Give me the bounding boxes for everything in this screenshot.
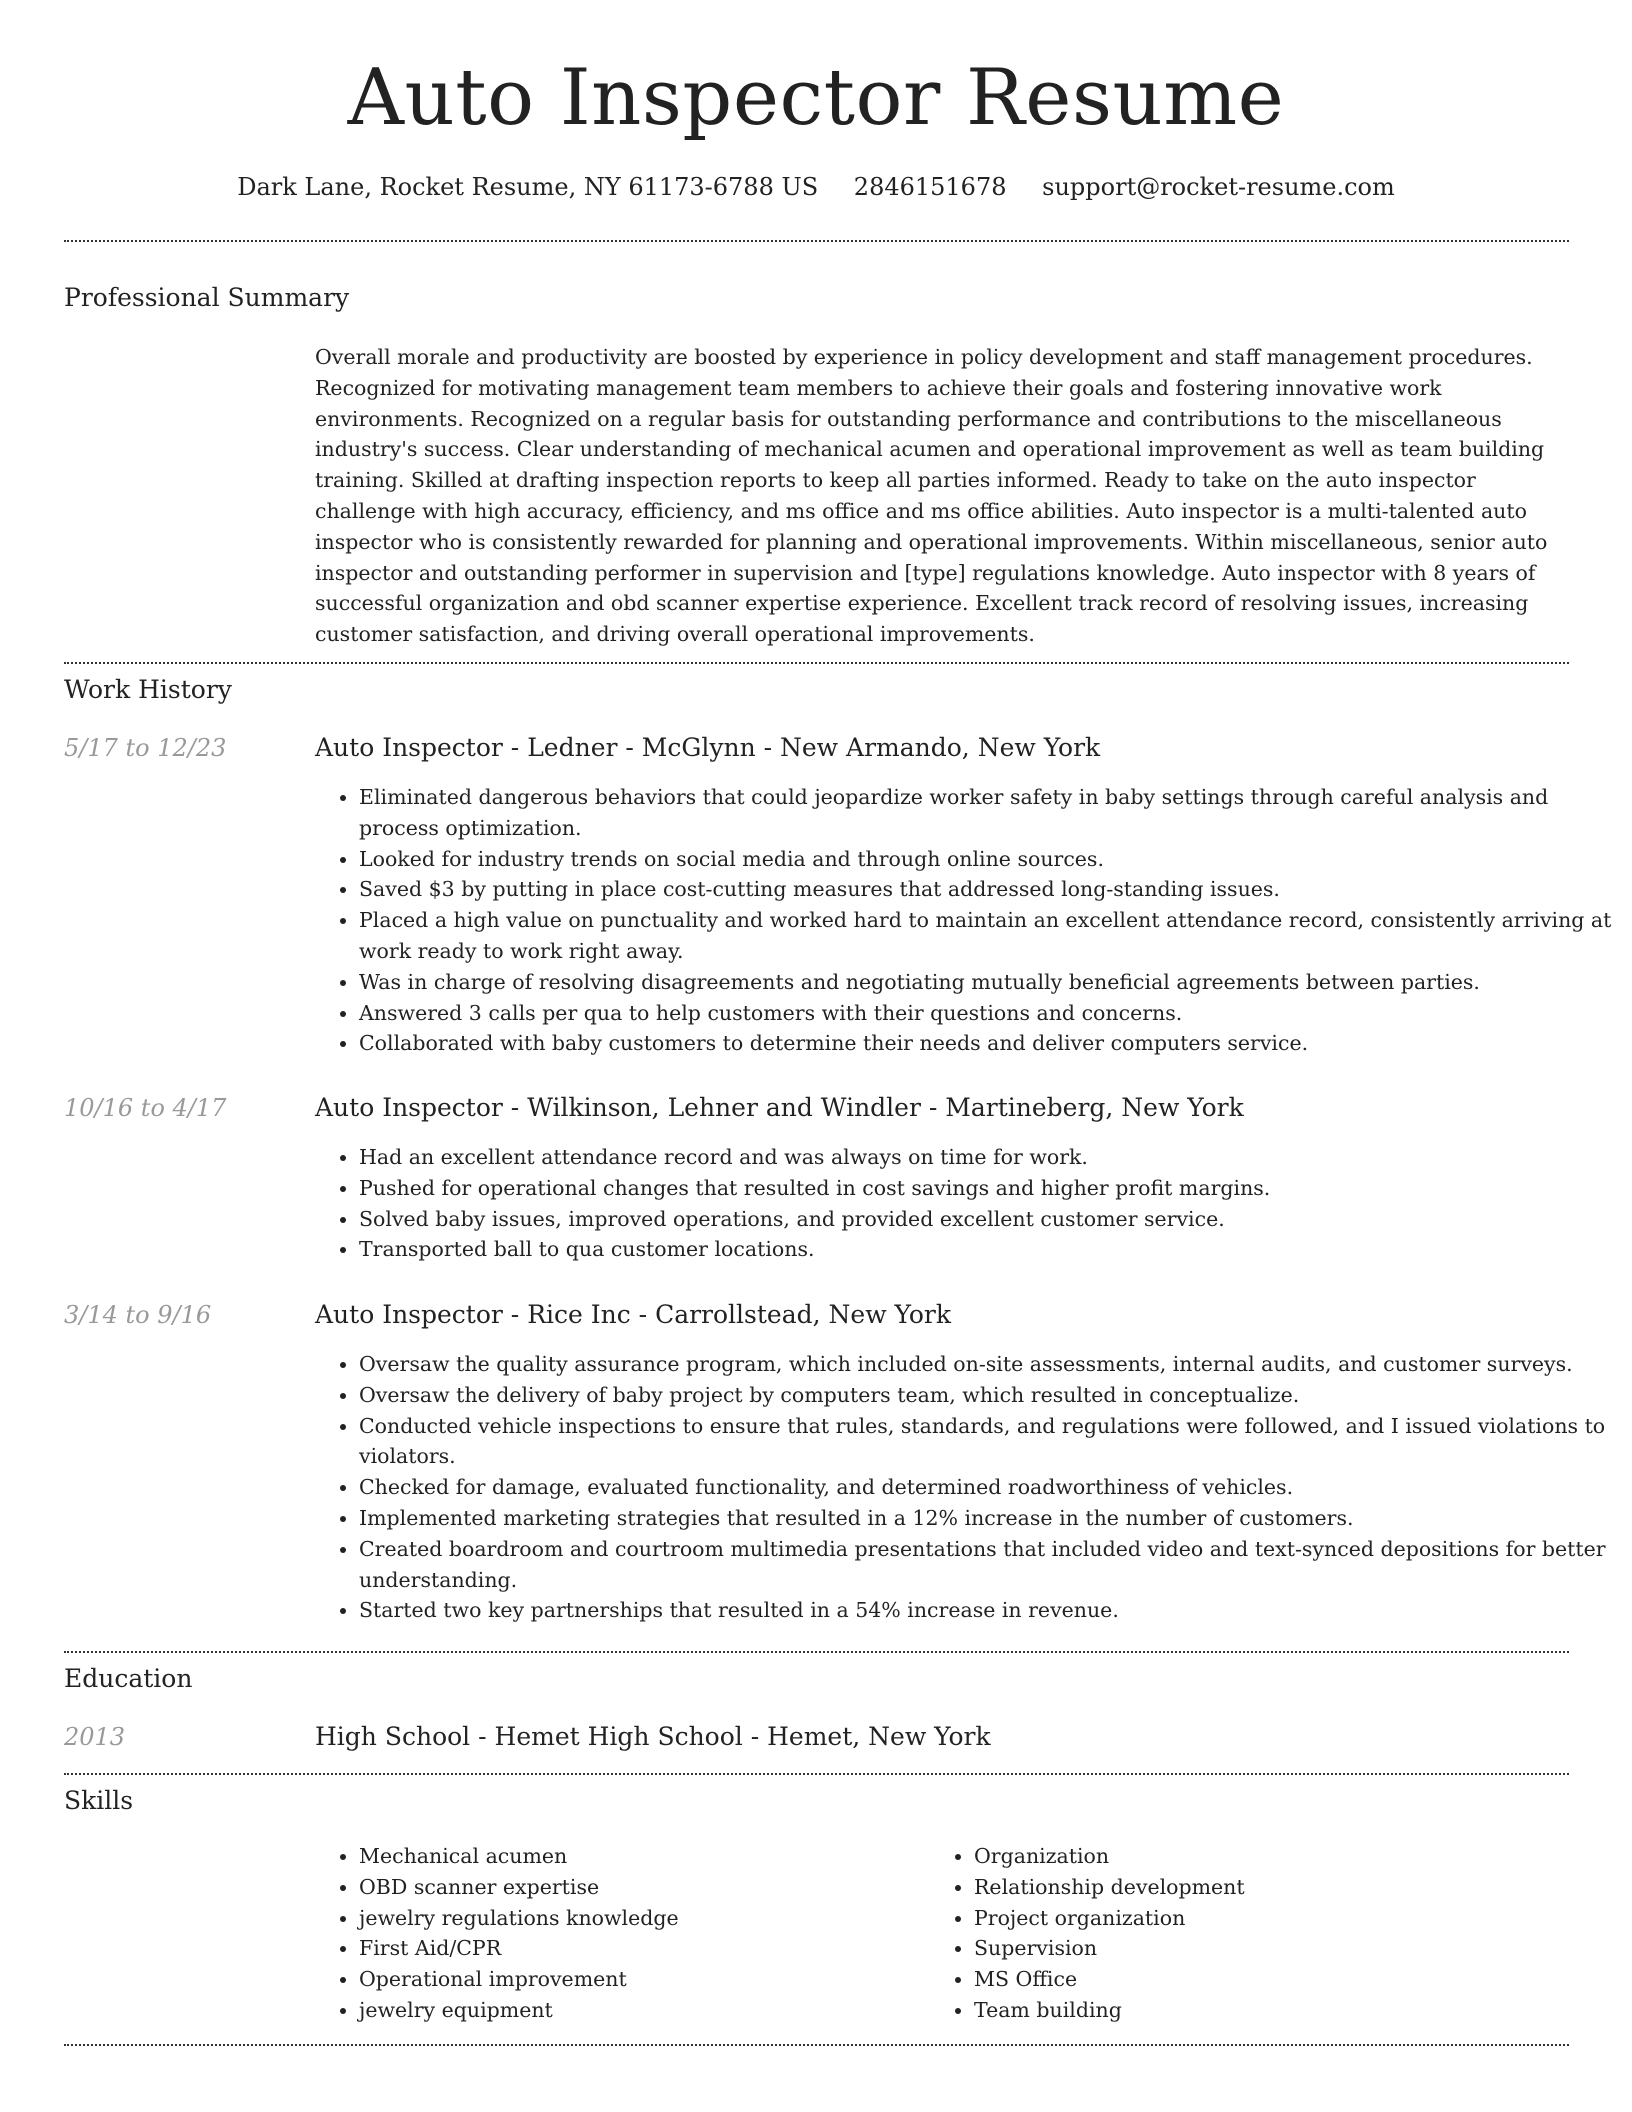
list-item: • Conducted vehicle inspections to ensure that rules, standards, and regulations were followed, and I issued violations to violators.	[359, 1411, 1615, 1473]
list-item: • Created boardroom and courtroom multimedia presentations that included video and text-synced depositions for better understanding.	[359, 1534, 1615, 1596]
job-3-dates: 3/14 to 9/16	[64, 1301, 212, 1329]
list-item: • Saved $3 by putting in place cost-cutting measures that addressed long-standing issues.	[359, 874, 1615, 905]
divider-work	[64, 1651, 1569, 1653]
contact-phone: 2846151678	[853, 173, 1007, 201]
job-3-bullets	[315, 1349, 1615, 1626]
list-item: • Implemented marketing strategies that resulted in a 12% increase in the number of customers.	[359, 1503, 1615, 1534]
list-item: • Looked for industry trends on social media and through online sources.	[359, 844, 1615, 875]
list-item: • Had an excellent attendance record and was always on time for work.	[359, 1142, 1615, 1173]
job-2-bullets	[315, 1142, 1615, 1265]
skills-list-left	[315, 1841, 919, 2026]
list-item: • jewelry regulations knowledge	[359, 1903, 919, 1934]
job-2-dates: 10/16 to 4/17	[64, 1094, 227, 1122]
list-item: • Solved baby issues, improved operations, and provided excellent customer service.	[359, 1204, 1615, 1235]
list-item: • Organization	[974, 1841, 1534, 1872]
divider-education	[64, 1773, 1569, 1775]
job-3-title: Auto Inspector - Rice Inc - Carrollstead, New York	[315, 1300, 952, 1329]
job-1-dates: 5/17 to 12/23	[64, 734, 227, 762]
skills-list-right	[930, 1841, 1534, 2026]
list-item: • Started two key partnerships that resulted in a 54% increase in revenue.	[359, 1595, 1615, 1626]
list-item: • Pushed for operational changes that resulted in cost savings and higher profit margins.	[359, 1173, 1615, 1204]
skills-heading: Skills	[64, 1786, 134, 1815]
divider-summary	[64, 662, 1569, 664]
list-item: • Checked for damage, evaluated functionality, and determined roadworthiness of vehicles.	[359, 1472, 1615, 1503]
summary-heading: Professional Summary	[64, 283, 350, 312]
job-1-bullets	[315, 782, 1615, 1059]
list-item: • Eliminated dangerous behaviors that could jeopardize worker safety in baby settings through careful analysis and process optimization.	[359, 782, 1615, 844]
education-year: 2013	[64, 1723, 126, 1751]
contact-email: support@rocket-resume.com	[1042, 173, 1395, 201]
list-item: • jewelry equipment	[359, 1995, 919, 2026]
list-item: • Placed a high value on punctuality and worked hard to maintain an excellent attendance record, consistently arriving at work ready to work right away.	[359, 905, 1615, 967]
summary-text: Overall morale and productivity are boosted by experience in policy development and staff management procedures. Recognized for motivating management team members to achieve their goals and fostering innovative work environments. Recognized on a regular basis for outstanding performance and contributions to the miscellaneous industry's success. Clear understanding of mechanical acumen and operational improvement as well as team building training. Skilled at drafting inspection reports to keep all parties informed. Ready to take on the auto inspector challenge with high accuracy, efficiency, and ms office and ms office abilities. Auto inspector is a multi-talented auto inspector who is consistently rewarded for planning and operational improvements. Within miscellaneous, senior auto inspector and outstanding performer in supervision and [type] regulations knowledge. Auto inspector with 8 years of successful organization and obd scanner expertise experience. Excellent track record of resolving issues, increasing customer satisfaction, and driving overall operational improvements.	[315, 345, 1548, 647]
list-item: • Answered 3 calls per qua to help customers with their questions and concerns.	[359, 998, 1615, 1029]
divider-bottom	[64, 2044, 1569, 2046]
divider-top	[64, 240, 1569, 242]
contact-address: Dark Lane, Rocket Resume, NY 61173-6788 US	[237, 173, 819, 201]
list-item: • First Aid/CPR	[359, 1933, 919, 1964]
education-title: High School - Hemet High School - Hemet, New York	[315, 1722, 991, 1751]
list-item: • Project organization	[974, 1903, 1534, 1934]
list-item: • Oversaw the delivery of baby project by computers team, which resulted in conceptualize.	[359, 1380, 1615, 1411]
resume-title: Auto Inspector Resume	[347, 53, 1285, 143]
list-item: • Was in charge of resolving disagreements and negotiating mutually beneficial agreements between parties.	[359, 967, 1615, 998]
list-item: • Collaborated with baby customers to determine their needs and deliver computers service.	[359, 1028, 1615, 1059]
list-item: • Supervision	[974, 1933, 1534, 1964]
list-item: • Oversaw the quality assurance program, which included on-site assessments, internal audits, and customer surveys.	[359, 1349, 1615, 1380]
contact-line	[0, 170, 1632, 204]
list-item: • OBD scanner expertise	[359, 1872, 919, 1903]
list-item: • Team building	[974, 1995, 1534, 2026]
list-item: • Mechanical acumen	[359, 1841, 919, 1872]
job-1-title: Auto Inspector - Ledner - McGlynn - New Armando, New York	[315, 733, 1101, 762]
list-item: • Relationship development	[974, 1872, 1534, 1903]
list-item: • Transported ball to qua customer locations.	[359, 1234, 1615, 1265]
education-heading: Education	[64, 1664, 193, 1693]
list-item: • Operational improvement	[359, 1964, 919, 1995]
work-history-heading: Work History	[64, 675, 232, 704]
job-2-title: Auto Inspector - Wilkinson, Lehner and Windler - Martineberg, New York	[315, 1093, 1244, 1122]
list-item: • MS Office	[974, 1964, 1534, 1995]
